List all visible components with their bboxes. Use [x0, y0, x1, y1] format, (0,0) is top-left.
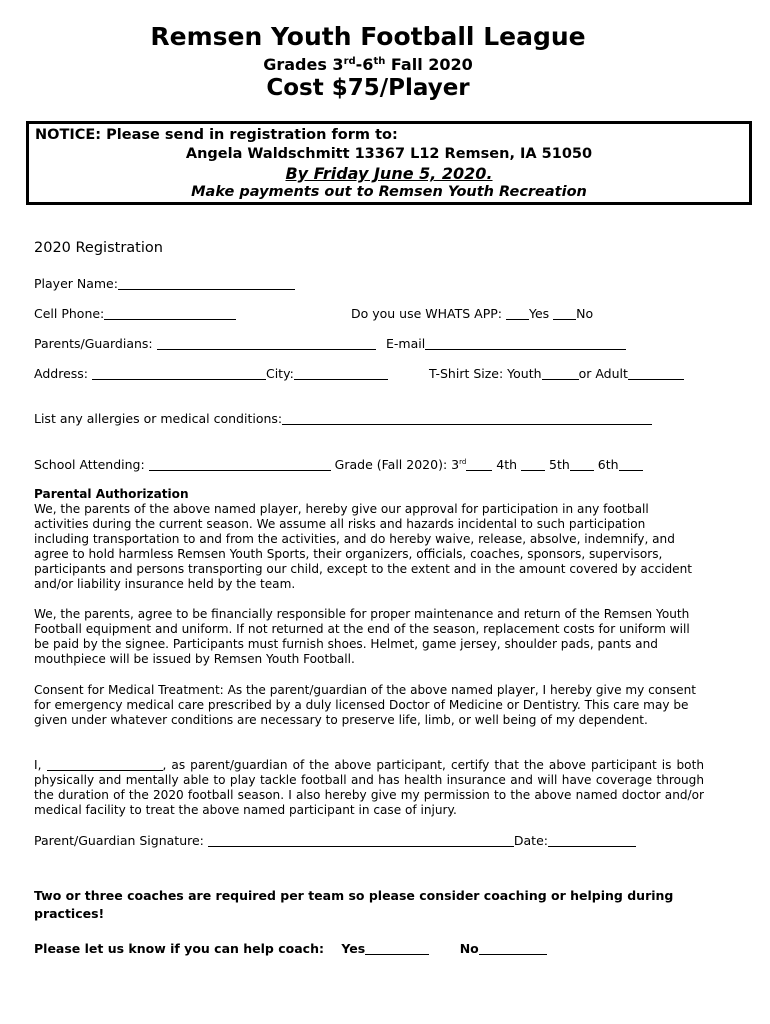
school-grade-row [34, 457, 643, 472]
grade-5-label: 5th [549, 457, 570, 472]
city-label: City: [265, 366, 294, 381]
whatsapp-row [351, 306, 593, 321]
notice-box [26, 121, 752, 205]
grade-label: Grade (Fall 2020): 3 [334, 457, 460, 472]
whatsapp-no-label: No [576, 306, 594, 321]
whatsapp-no-field[interactable] [553, 307, 576, 320]
allergies-field[interactable] [282, 412, 652, 425]
coach-help-row [34, 941, 547, 956]
parents-label: Parents/Guardians: [34, 336, 153, 351]
signature-row [34, 833, 636, 848]
certification-paragraph [34, 758, 704, 818]
certify-i: I, [34, 758, 42, 772]
date-label: Date: [513, 833, 548, 848]
allergies-row [34, 411, 652, 426]
grade-6-field[interactable] [619, 458, 643, 471]
coach-no-label: No [459, 941, 479, 956]
cell-phone-row [34, 306, 236, 321]
address-row [34, 366, 388, 381]
address-field[interactable] [92, 367, 266, 380]
tshirt-adult-label: or Adult [578, 366, 628, 381]
coach-yes-field[interactable] [365, 942, 429, 955]
email-field[interactable] [425, 337, 626, 350]
medical-consent-text: Consent for Medical Treatment: As the parent/guardian of the above named player, I hereby give my consent for emergency medical care prescribed by a duly licensed Doctor of Medicine or Dentistry. This care may be given under whatever conditions are necessary to preserve life, limb, or well being of my dependent. [34, 683, 697, 727]
cost-per-player: Cost $75/Player [266, 75, 470, 101]
coach-no-field[interactable] [479, 942, 547, 955]
tshirt-adult-field[interactable] [628, 367, 684, 380]
player-name-row [34, 276, 295, 291]
grade-sup: rd [459, 458, 467, 466]
tshirt-row [429, 366, 684, 381]
authorization-text: We, the parents of the above named player, hereby give our approval for participation in any football activities during the current season. We assume all risks and hazards incidental to such participation including transportation to and from the activities, and do hereby waive, release, absolve, indemnify, and agree to hold harmless Remsen Youth Sports, their organizers, officials, coaches, sponsors, supervisors, participants and persons transporting our child, except to the extent and in the amount covered by accident and/or liability insurance held by the team. [34, 502, 692, 591]
email-row [386, 336, 626, 351]
tshirt-youth-field[interactable] [542, 367, 579, 380]
coaches-request: Two or three coaches are required per team so please consider coaching or helping during practices! [34, 888, 674, 921]
player-name-field[interactable] [118, 277, 295, 290]
whatsapp-yes-field[interactable] [506, 307, 529, 320]
grades-season: Grades 3rd-6th Fall 2020 [263, 55, 473, 74]
whatsapp-label: Do you use WHATS APP: [351, 306, 503, 321]
allergies-label: List any allergies or medical conditions: [34, 411, 283, 426]
payment-instructions: Make payments out to Remsen Youth Recreation [191, 184, 587, 200]
grade-4-field[interactable] [521, 458, 545, 471]
page-title: Remsen Youth Football League [150, 22, 586, 51]
grade-5-field[interactable] [570, 458, 594, 471]
cell-phone-label: Cell Phone: [34, 306, 105, 321]
address-label: Address: [34, 366, 88, 381]
mailing-address: Angela Waldschmitt 13367 L12 Remsen, IA 51050 [185, 146, 593, 162]
notice-heading: NOTICE: Please send in registration form to: [35, 127, 398, 143]
coach-yes-label: Yes [341, 941, 366, 956]
whatsapp-yes-label: Yes [529, 306, 550, 321]
equipment-text: We, the parents, agree to be financially responsible for proper maintenance and return of the Remsen Youth Football equipment and uniform. If not returned at the end of the season, replacement costs for uniform will be paid by the signee. Participants must furnish shoes. Helmet, game jersey, shoulder pads, pants and mouthpiece will be issued by Remsen Youth Football. [34, 607, 690, 666]
email-label: E-mail [386, 336, 426, 351]
signature-field[interactable] [208, 834, 514, 847]
cell-phone-field[interactable] [104, 307, 236, 320]
parents-row [34, 336, 376, 351]
authorization-title: Parental Authorization [34, 487, 189, 501]
section-title: 2020 Registration [34, 240, 163, 256]
parents-field[interactable] [157, 337, 376, 350]
deadline: By Friday June 5, 2020. [285, 164, 493, 183]
certify-text: , as parent/guardian of the above participant, certify that the above participant is both physically and mentally able to play tackle football and has health insurance and will have coverage through the duration of the 2020 football season. I also hereby give my permission to the above named doctor and/or medical facility to treat the above named participant in case of injury. [34, 758, 704, 817]
player-name-label: Player Name: [34, 276, 118, 291]
coach-help-label: Please let us know if you can help coach: [34, 941, 324, 956]
school-label: School Attending: [34, 457, 145, 472]
city-field[interactable] [294, 367, 388, 380]
guardian-name-field[interactable] [47, 758, 163, 771]
signature-label: Parent/Guardian Signature: [34, 833, 204, 848]
grade-4-label: 4th [496, 457, 518, 472]
school-field[interactable] [149, 458, 331, 471]
tshirt-label: T-Shirt Size: Youth [429, 366, 542, 381]
grade-6-label: 6th [597, 457, 619, 472]
grade-3-field[interactable] [466, 458, 492, 471]
date-field[interactable] [548, 834, 636, 847]
